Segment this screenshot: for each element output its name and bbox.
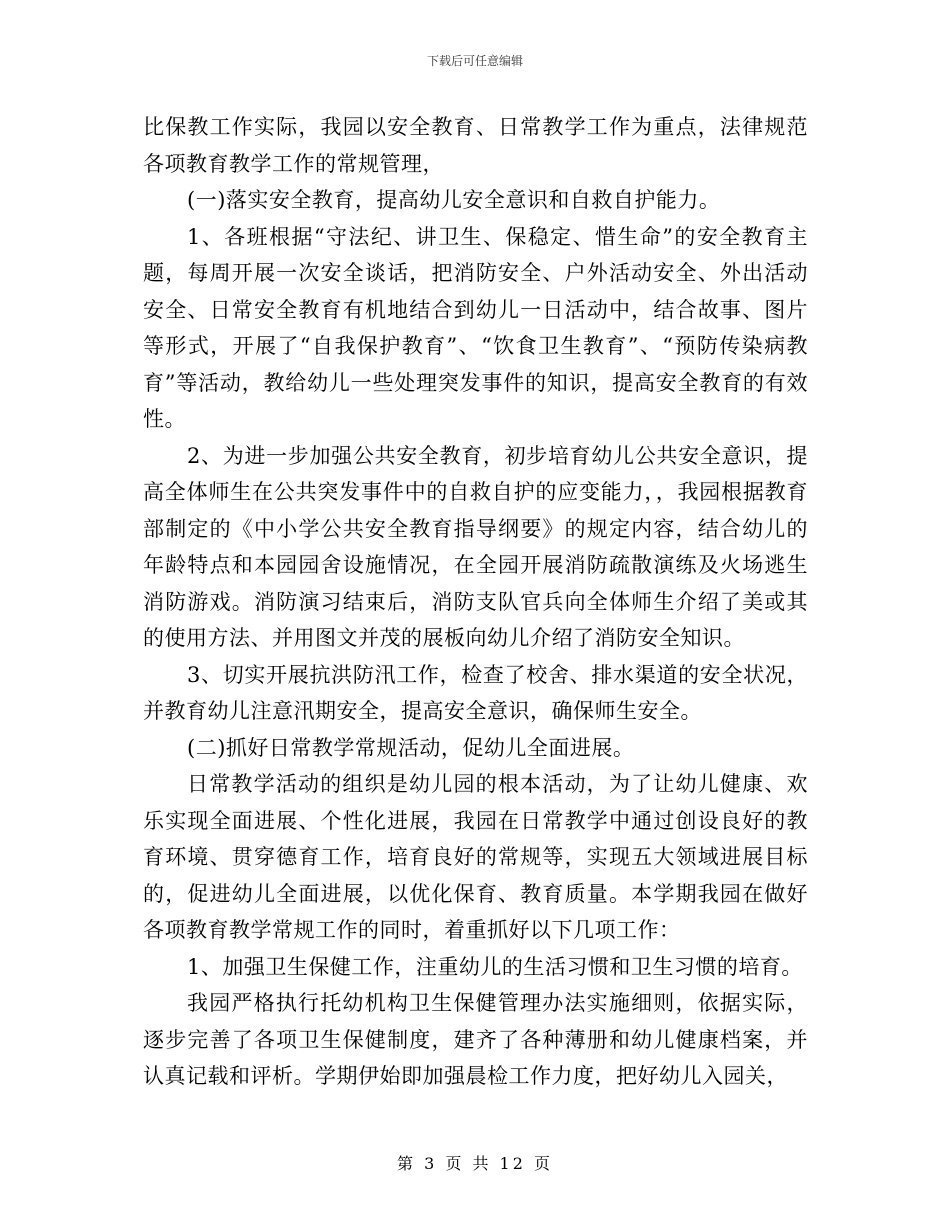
section-heading: (二)抓好日常教学常规活动，促幼儿全面进展。 bbox=[187, 735, 635, 760]
paragraph: 1、各班根据“守法纪、讲卫生、保稳定、惜生命”的安全教育主题，每周开展一次安全谈话，把消防安全、户外活动安全、外出活动安全、日常安全教育有机地结合到幼儿一日活动中，结合故事、图片等形式，开展了“自我保护教育”、“饮食卫生教育”、“预防传染病教育”等活动，教给幼儿一些处理突发事件的知识，提高安全教育的有效性。 bbox=[143, 224, 808, 431]
paragraph: 比保教工作实际，我园以安全教育、日常教学工作为重点，法律规范各项教育教学工作的常规管理， bbox=[143, 115, 808, 176]
body-text bbox=[143, 109, 808, 1095]
paragraph: 日常教学活动的组织是幼儿园的根本活动，为了让幼儿健康、欢乐实现全面进展、个性化进展，我园在日常教学中通过创设良好的教育环境、贯穿德育工作，培育良好的常规等，实现五大领域进展目标的，促进幼儿全面进展，以优化保育、教育质量。本学期我园在做好各项教育教学常规工作的同时，着重抓好以下几项工作： bbox=[143, 772, 808, 942]
section-heading: (一)落实安全教育，提高幼儿安全意识和自救自护能力。 bbox=[187, 188, 721, 212]
paragraph: 3、切实开展抗洪防汛工作，检查了校舍、排水渠道的安全状况，并教育幼儿注意汛期安全，提高安全意识，确保师生安全。 bbox=[143, 662, 808, 723]
paragraph: 1、加强卫生保健工作，注重幼儿的生活习惯和卫生习惯的培育。 bbox=[187, 954, 803, 979]
paragraph: 2、为进一步加强公共安全教育，初步培育幼儿公共安全意识，提高全体师生在公共突发事件中的自救自护的应变能力，，我园根据教育部制定的《中小学公共安全教育指导纲要》的规定内容，结合幼儿的年龄特点和本园园舍设施情况，在全园开展消防疏散演练及火场逃生消防游戏。消防演习结束后，消防支队官兵向全体师生介绍了美或其的使用方法、并用图文并茂的展板向幼儿介绍了消防安全知识。 bbox=[143, 443, 808, 650]
page-header: 下载后可任意编辑 bbox=[426, 54, 523, 68]
page-footer: 第 3 页 共 12 页 bbox=[397, 1154, 553, 1173]
paragraph: 我园严格执行托幼机构卫生保健管理办法实施细则，依据实际，逐步完善了各项卫生保健制度，建齐了各种薄册和幼儿健康档案，并认真记载和评析。学期伊始即加强晨检工作力度，把好幼儿入园关， bbox=[143, 991, 808, 1088]
